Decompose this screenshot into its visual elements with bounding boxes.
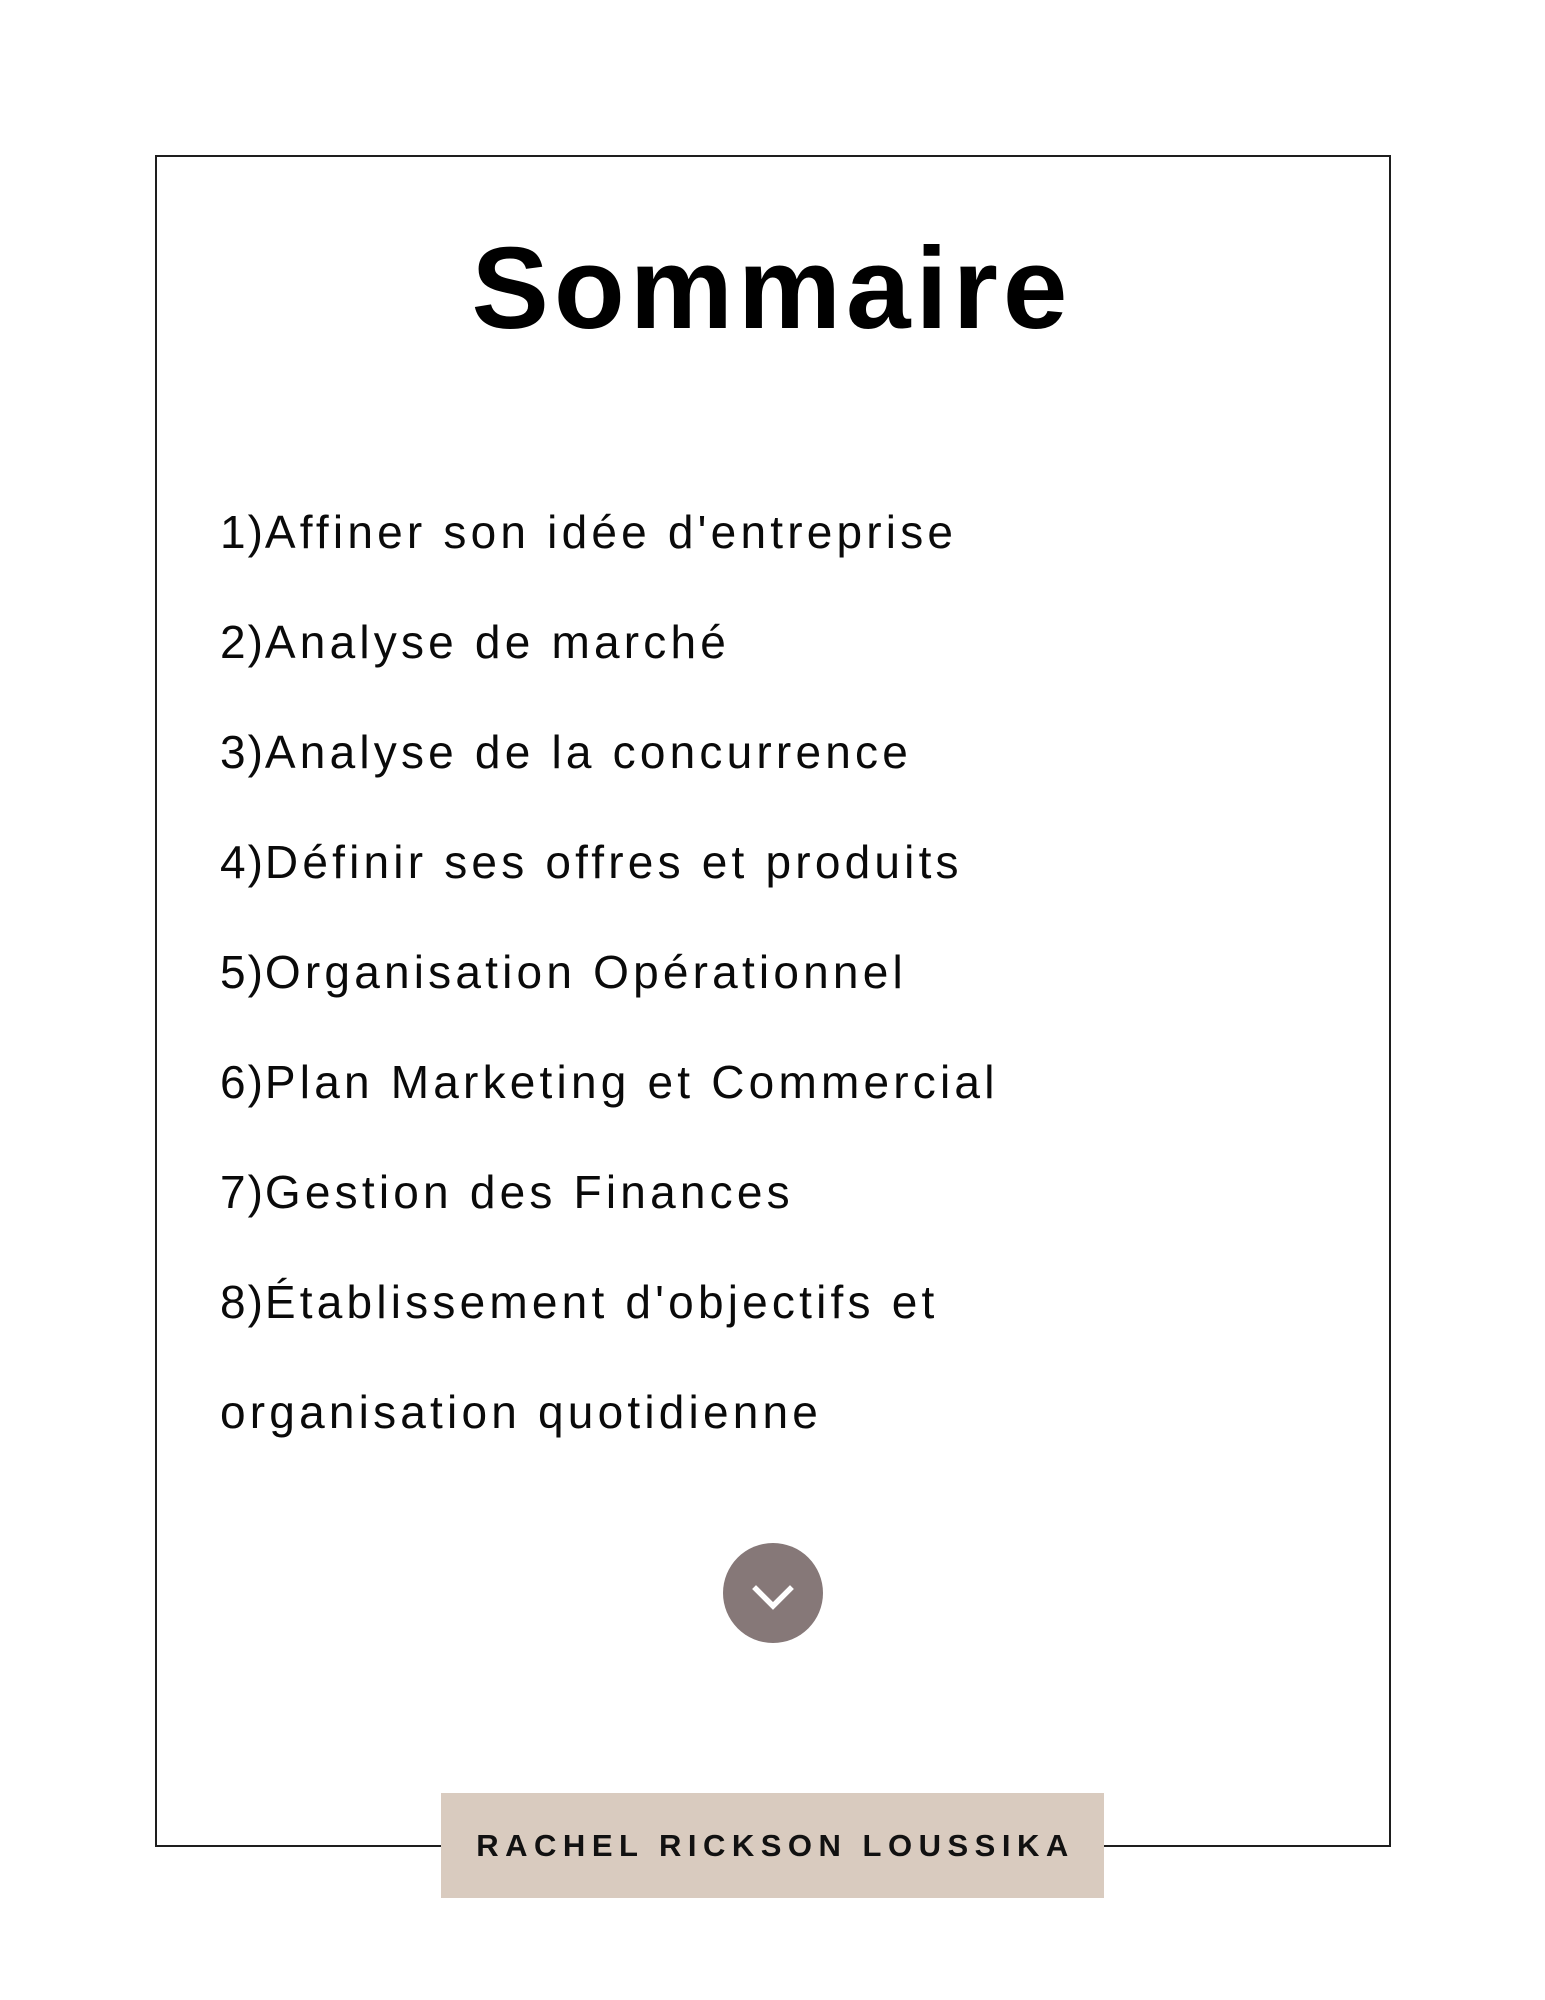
scroll-down-button[interactable] [723,1543,823,1643]
toc-item-label: Gestion des Finances [264,1166,794,1218]
author-name-box [441,1793,1104,1898]
toc-item-label: Établissement d'objectifs et organisation quotidienne [220,1276,939,1438]
toc-item-6 [220,1027,1320,1137]
toc-item-number: 4) [220,836,265,888]
toc-item-number: 1) [220,506,265,558]
toc-item-label: Affiner son idée d'entreprise [264,506,958,558]
toc-item-label: Plan Marketing et Commercial [264,1056,999,1108]
chevron-down-icon [723,1543,823,1643]
toc-item-label: Organisation Opérationnel [264,946,907,998]
toc-item-8 [220,1247,1040,1467]
toc-item-number: 3) [220,726,265,778]
toc-item-label: Analyse de marché [264,616,731,668]
toc-item-3 [220,697,1320,807]
toc-item-number: 2) [220,616,265,668]
toc-item-5 [220,917,1320,1027]
toc-item-4 [220,807,1320,917]
toc-item-number: 5) [220,946,265,998]
toc-item-number: 7) [220,1166,265,1218]
page-title: Sommaire [471,223,1073,353]
toc-item-1 [220,477,1320,587]
toc-item-number: 6) [220,1056,265,1108]
author-name: RACHEL RICKSON LOUSSIKA [476,1827,1075,1863]
toc-item-number: 8) [220,1276,265,1328]
toc-item-label: Définir ses offres et produits [264,836,963,888]
table-of-contents [220,477,1320,1467]
toc-item-7 [220,1137,1320,1247]
toc-item-2 [220,587,1320,697]
toc-item-label: Analyse de la concurrence [264,726,913,778]
